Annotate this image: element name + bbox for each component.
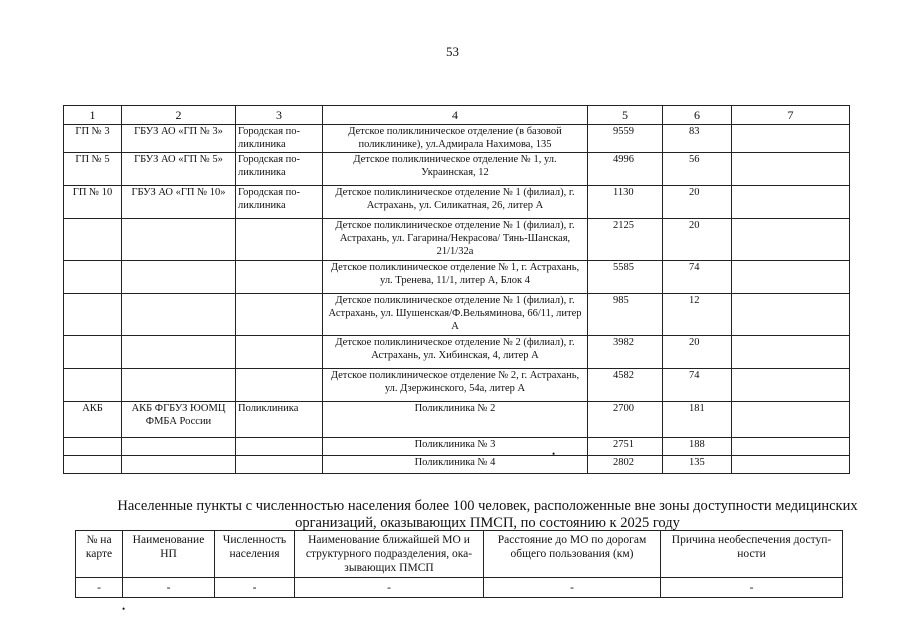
cell-c6: 20 (663, 219, 732, 261)
table-row (64, 456, 850, 474)
cell-c2 (122, 456, 236, 474)
table-row (64, 336, 850, 369)
cell-c5: 1130 (588, 186, 663, 219)
cell-c1 (64, 336, 122, 369)
cell-c1: ГП № 5 (64, 153, 122, 186)
cell-c7 (732, 369, 850, 402)
cell-c5: 2802 (588, 456, 663, 474)
cell-c7 (732, 456, 850, 474)
table-row (64, 261, 850, 294)
cell-c6: 74 (663, 261, 732, 294)
table-row (64, 186, 850, 219)
cell: - (123, 578, 215, 598)
cell-c7 (732, 125, 850, 153)
cell-c5: 4582 (588, 369, 663, 402)
cell-c3 (236, 369, 323, 402)
cell-c7 (732, 219, 850, 261)
cell-c4: Детское поликлиническое отделение № 1 (филиал), г. Астрахань, ул. Силикатная, 26, литер А (323, 186, 588, 219)
cell-c3 (236, 219, 323, 261)
column-header-5: 5 (588, 106, 663, 125)
cell-c2: ГБУЗ АО «ГП № 3» (122, 125, 236, 153)
table-body (64, 125, 850, 474)
column-header-4: 4 (323, 106, 588, 125)
cell-c7 (732, 153, 850, 186)
table-row (64, 219, 850, 261)
cell-c5: 985 (588, 294, 663, 336)
cell-c1 (64, 438, 122, 456)
caption-line-1: Населенные пункты с численностью населения более 100 человек, расположенные вне зоны доступности медицинских (117, 498, 858, 514)
cell-c6: 12 (663, 294, 732, 336)
cell-c5: 5585 (588, 261, 663, 294)
cell-c2 (122, 438, 236, 456)
column-header-4: Наименование ближайшей МО и структурного подразделения, ока-зывающих ПМСП (295, 531, 484, 578)
table-row (76, 578, 843, 598)
cell-c3: Городская по-ликлиника (236, 125, 323, 153)
cell-c4: Детское поликлиническое отделение № 1 (филиал), г. Астрахань, ул. Гагарина/Некрасова/ Тянь-Шанская, 21/1/32а (323, 219, 588, 261)
table-row (64, 153, 850, 186)
cell-c2 (122, 336, 236, 369)
cell-c5: 2125 (588, 219, 663, 261)
cell-c4: Детское поликлиническое отделение № 2, г. Астрахань, ул. Дзержинского, 54а, литер А (323, 369, 588, 402)
cell-c1: ГП № 3 (64, 125, 122, 153)
cell-c7 (732, 294, 850, 336)
cell-c7 (732, 186, 850, 219)
cell-c3 (236, 336, 323, 369)
cell-c7 (732, 336, 850, 369)
column-header-1: 1 (64, 106, 122, 125)
cell-c1 (64, 369, 122, 402)
cell-c6: 83 (663, 125, 732, 153)
table-row (64, 369, 850, 402)
cell: - (661, 578, 843, 598)
cell-c2 (122, 294, 236, 336)
column-header-6: Причина необеспечения доступ-ности (661, 531, 843, 578)
cell-c4: Детское поликлиническое отделение № 1, ул. Украинская, 12 (323, 153, 588, 186)
column-header-1: № на карте (76, 531, 123, 578)
cell-c4: Поликлиника № 3 (323, 438, 588, 456)
cell-c4: Детское поликлиническое отделение № 2 (филиал), г. Астрахань, ул. Хибинская, 4, литер А (323, 336, 588, 369)
cell-c3: Городская по-ликлиника (236, 186, 323, 219)
column-header-3: 3 (236, 106, 323, 125)
cell-c6: 181 (663, 402, 732, 438)
cell: - (76, 578, 123, 598)
settlements-table (75, 530, 843, 598)
column-header-5: Расстояние до МО по дорогам общего пользования (км) (484, 531, 661, 578)
cell-c4: Детское поликлиническое отделение № 1 (филиал), г. Астрахань, ул. Шушенская/Ф.Вельяминова, 66/11, литер А (323, 294, 588, 336)
cell-c3 (236, 438, 323, 456)
cell-c5: 9559 (588, 125, 663, 153)
stray-mark: • (552, 449, 556, 459)
cell-c7 (732, 261, 850, 294)
cell-c1 (64, 219, 122, 261)
cell-c6: 20 (663, 186, 732, 219)
cell-c4: Поликлиника № 2 (323, 402, 588, 438)
cell-c3 (236, 456, 323, 474)
cell-c4: Детское поликлиническое отделение № 1, г. Астрахань, ул. Тренева, 11/1, литер А, Блок 4 (323, 261, 588, 294)
cell-c1: ГП № 10 (64, 186, 122, 219)
table-row (64, 402, 850, 438)
cell-c6: 135 (663, 456, 732, 474)
cell-c2 (122, 369, 236, 402)
cell-c6: 56 (663, 153, 732, 186)
column-header-2: 2 (122, 106, 236, 125)
page-number: 53 (446, 44, 459, 59)
table-header-row (76, 531, 843, 578)
table-row (64, 125, 850, 153)
cell-c2: ГБУЗ АО «ГП № 5» (122, 153, 236, 186)
cell-c4: Поликлиника № 4 (323, 456, 588, 474)
cell: - (484, 578, 661, 598)
cell-c5: 4996 (588, 153, 663, 186)
cell-c2 (122, 219, 236, 261)
cell-c7 (732, 402, 850, 438)
cell-c1 (64, 294, 122, 336)
cell-c6: 74 (663, 369, 732, 402)
cell-c3 (236, 294, 323, 336)
caption-line-2: организаций, оказывающих ПМСП, по состоянию к 2025 году (295, 515, 680, 531)
cell-c3: Городская по-ликлиника (236, 153, 323, 186)
cell-c6: 20 (663, 336, 732, 369)
cell-c3: Поликлиника (236, 402, 323, 438)
column-header-2: Наименование НП (123, 531, 215, 578)
polyclinic-table (63, 105, 850, 474)
table-row (64, 438, 850, 456)
cell: - (215, 578, 295, 598)
cell-c1 (64, 456, 122, 474)
column-header-7: 7 (732, 106, 850, 125)
cell-c6: 188 (663, 438, 732, 456)
cell-c3 (236, 261, 323, 294)
cell-c2: ГБУЗ АО «ГП № 10» (122, 186, 236, 219)
table-header-row (64, 106, 850, 125)
cell-c2: АКБ ФГБУЗ ЮОМЦ ФМБА России (122, 402, 236, 438)
cell-c1: АКБ (64, 402, 122, 438)
cell-c1 (64, 261, 122, 294)
cell: - (295, 578, 484, 598)
column-header-6: 6 (663, 106, 732, 125)
cell-c5: 2751 (588, 438, 663, 456)
cell-c4: Детское поликлиническое отделение (в базовой поликлинике), ул.Адмирала Нахимова, 135 (323, 125, 588, 153)
stray-mark: • (122, 604, 126, 614)
column-header-3: Численность населения (215, 531, 295, 578)
cell-c2 (122, 261, 236, 294)
table-row (64, 294, 850, 336)
cell-c5: 3982 (588, 336, 663, 369)
section-caption (0, 498, 905, 532)
cell-c5: 2700 (588, 402, 663, 438)
cell-c7 (732, 438, 850, 456)
